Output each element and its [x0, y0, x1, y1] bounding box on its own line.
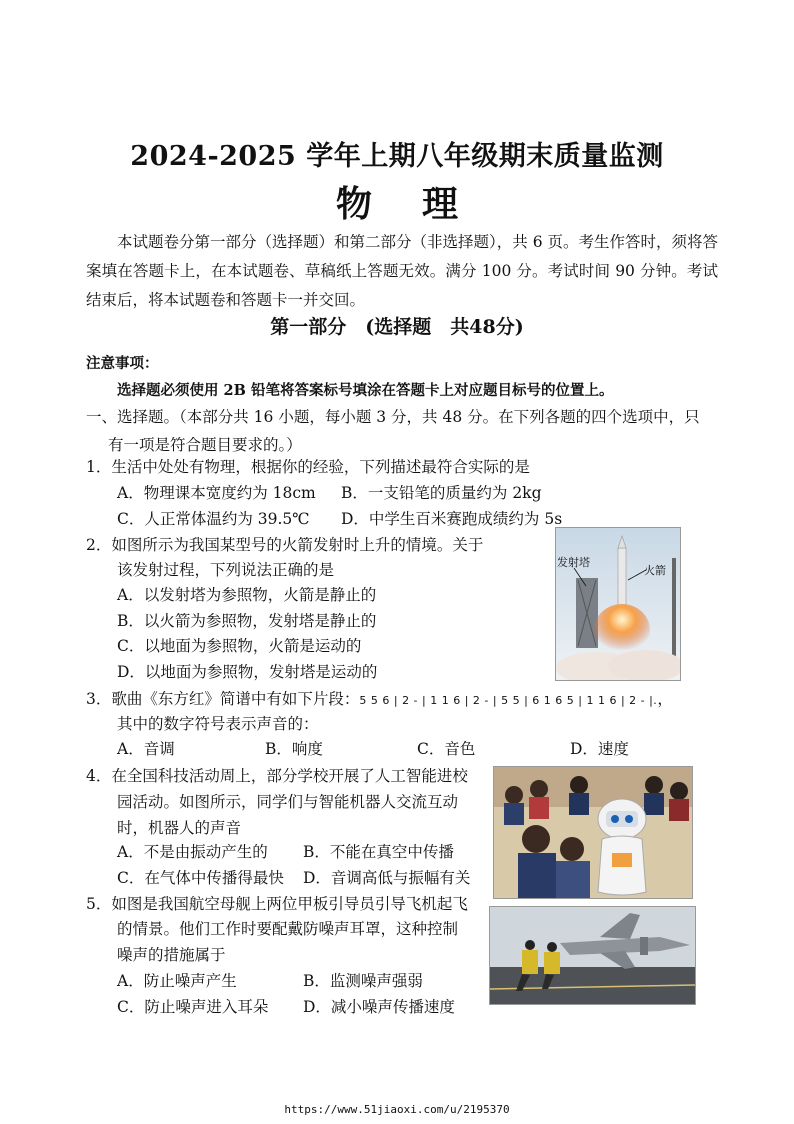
section-line-2: 有一项是符合题目要求的。）	[108, 436, 302, 454]
q5-option-c: C．防止噪声进入耳朵	[117, 998, 269, 1016]
q3-option-b: B．响度	[265, 740, 323, 758]
q5-stem-1: 5．如图是我国航空母舰上两位甲板引导员引导飞机起飞	[86, 895, 468, 913]
q2-option-c: C．以地面为参照物，火箭是运动的	[117, 637, 362, 655]
q4-stem-1: 4．在全国科技活动周上，部分学校开展了人工智能进校	[86, 767, 468, 785]
footer-url[interactable]: https://www.51jiaoxi.com/u/2195370	[284, 1103, 510, 1116]
q4-stem-2: 园活动。如图所示，同学们与智能机器人交流互动	[117, 793, 459, 811]
subject-title: 物理	[335, 183, 508, 225]
q1-option-c: C．人正常体温约为 39.5℃	[117, 510, 310, 528]
q4-option-c: C．在气体中传播得最快	[117, 869, 284, 887]
q3-stem-1	[86, 686, 673, 714]
q2-option-b: B．以火箭为参照物，发射塔是静止的	[117, 612, 377, 630]
q3-stem-1-end: ，	[657, 690, 673, 708]
q1-stem: 1．生活中处处有物理，根据你的经验，下列描述最符合实际的是	[86, 458, 530, 476]
part-heading: 第一部分 (选择题 共48分)	[270, 316, 524, 338]
q5-option-d: D．减小噪声传播速度	[303, 998, 455, 1016]
q4-option-d: D．音调高低与振幅有关	[303, 869, 471, 887]
q3-option-a: A．音调	[117, 740, 175, 758]
robot-classroom-image	[493, 766, 693, 899]
q2-option-d: D．以地面为参照物，发射塔是运动的	[117, 663, 378, 681]
q3-stem-1-text: 3．歌曲《东方红》简谱中有如下片段：	[86, 690, 360, 708]
notice-heading: 注意事项：	[86, 355, 159, 372]
q1-option-b: B．一支铅笔的质量约为 2kg	[341, 484, 542, 502]
fig-label-tower: 发射塔	[557, 556, 590, 569]
q4-option-b: B．不能在真空中传播	[303, 843, 454, 861]
q1-option-d: D．中学生百米赛跑成绩约为 5s	[341, 510, 563, 528]
exam-title: 2024-2025 学年上期八年级期末质量监测	[130, 141, 664, 172]
q2-option-a: A．以发射塔为参照物，火箭是静止的	[117, 586, 377, 604]
q2-stem-1: 2．如图所示为我国某型号的火箭发射时上升的情境。关于	[86, 536, 484, 554]
aircraft-carrier-image	[489, 906, 696, 1005]
notice-text: 选择题必须使用 2B 铅笔将答案标号填涂在答题卡上对应题目标号的位置上。	[117, 382, 614, 399]
q1-option-a: A．物理课本宽度约为 18cm	[117, 484, 316, 502]
q4-option-a: A．不是由振动产生的	[117, 843, 268, 861]
q5-option-a: A．防止噪声产生	[117, 972, 237, 990]
jianpu-notation: 5 5 6 | 2 - | 1 1 6 | 2 - | 5 5 | 6 1 6 5 | 1 1 6 | 2 - |.	[359, 694, 658, 707]
q3-option-c: C．音色	[417, 740, 476, 758]
q5-stem-3: 噪声的措施属于	[117, 946, 226, 964]
intro-paragraph: 本试题卷分第一部分（选择题）和第二部分（非选择题），共 6 页。考生作答时，须将答案填在答题卡上，在本试题卷、草稿纸上答题无效。满分 100 分。考试时间 90 分钟。考试结束后，将本试题卷和答题卡一并交回。	[86, 233, 718, 309]
q5-option-b: B．监测噪声强弱	[303, 972, 423, 990]
section-line-1: 一、选择题。（本部分共 16 小题，每小题 3 分，共 48 分。在下列各题的四个选项中，只	[86, 408, 700, 426]
q3-stem-2: 其中的数字符号表示声音的：	[117, 715, 319, 733]
fig-label-rocket: 火箭	[644, 564, 666, 577]
q2-stem-2: 该发射过程，下列说法正确的是	[117, 561, 335, 579]
q3-option-d: D．速度	[570, 740, 629, 758]
section-heading	[86, 403, 718, 459]
q4-stem-3: 时，机器人的声音	[117, 819, 242, 837]
q5-stem-2: 的情景。他们工作时要配戴防噪声耳罩，这种控制	[117, 920, 459, 938]
rocket-launch-image	[555, 527, 681, 681]
